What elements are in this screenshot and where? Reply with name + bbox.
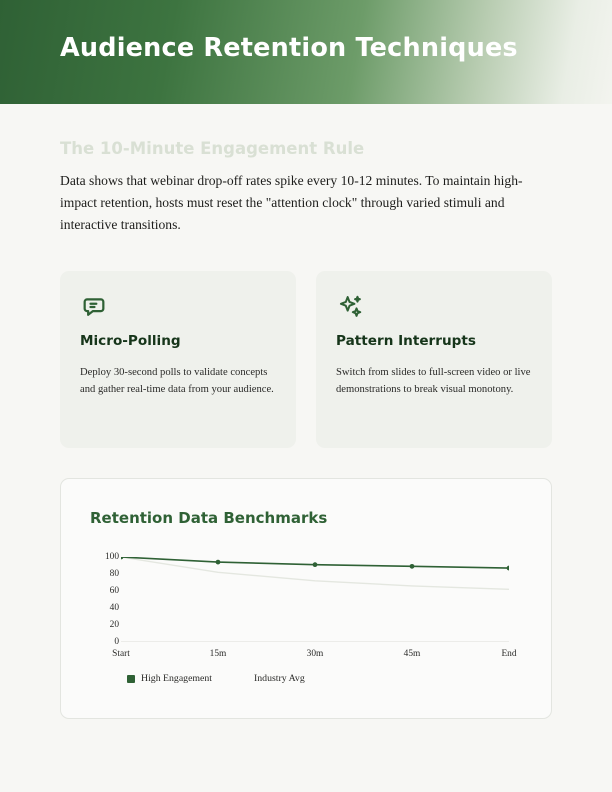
x-axis-tick-label: 45m: [403, 649, 421, 659]
y-axis-tick-label: 20: [109, 620, 119, 630]
legend-item-high-engagement: [127, 673, 212, 684]
legend-item-industry-avg: [254, 673, 305, 684]
chart-data-point: [121, 557, 123, 559]
chart-plot-area: [121, 557, 509, 642]
y-axis-tick-label: 80: [109, 569, 119, 579]
chart-y-axis: [81, 552, 119, 647]
legend-label: Industry Avg: [254, 673, 305, 684]
chart-data-point: [410, 564, 415, 569]
card-title: Micro-Polling: [80, 333, 181, 349]
card-text: Deploy 30-second polls to validate concepts and gather real-time data from your audience.: [80, 367, 274, 395]
card-pattern-interrupts: [316, 271, 552, 448]
retention-line-chart: [121, 557, 509, 642]
chart-legend: [127, 673, 305, 684]
chart-data-point: [216, 560, 221, 565]
y-axis-tick-label: 0: [114, 637, 119, 647]
header-banner: [0, 0, 612, 104]
page-title: Audience Retention Techniques: [60, 33, 518, 63]
legend-label: High Engagement: [141, 673, 213, 684]
x-axis-tick-label: 15m: [209, 649, 227, 659]
y-axis-tick-label: 60: [109, 586, 119, 596]
y-axis-tick-label: 40: [109, 603, 119, 613]
legend-swatch: [127, 675, 135, 683]
card-text: Switch from slides to full-screen video or live demonstrations to break visual monotony.: [336, 367, 531, 395]
chat-bubble-icon: [80, 293, 108, 321]
x-axis-tick-label: 30m: [306, 649, 324, 659]
section-heading: The 10-Minute Engagement Rule: [60, 139, 365, 158]
sparkles-icon: [336, 293, 364, 321]
chart-data-point: [313, 562, 318, 567]
y-axis-tick-label: 100: [104, 552, 119, 562]
section-body-text: Data shows that webinar drop-off rates spike every 10-12 minutes. To maintain high-impact retention, hosts must reset the "attention clock" through varied stimuli and interactive transitions.: [60, 173, 523, 232]
x-axis-tick-label: Start: [112, 649, 130, 659]
chart-series-line: [121, 557, 509, 589]
chart-x-axis: [112, 649, 517, 663]
chart-title: Retention Data Benchmarks: [90, 509, 328, 527]
card-title: Pattern Interrupts: [336, 333, 476, 349]
x-axis-tick-label: End: [501, 649, 517, 659]
chart-panel: [60, 478, 552, 719]
chart-data-point: [507, 566, 509, 571]
card-micro-polling: [60, 271, 296, 448]
